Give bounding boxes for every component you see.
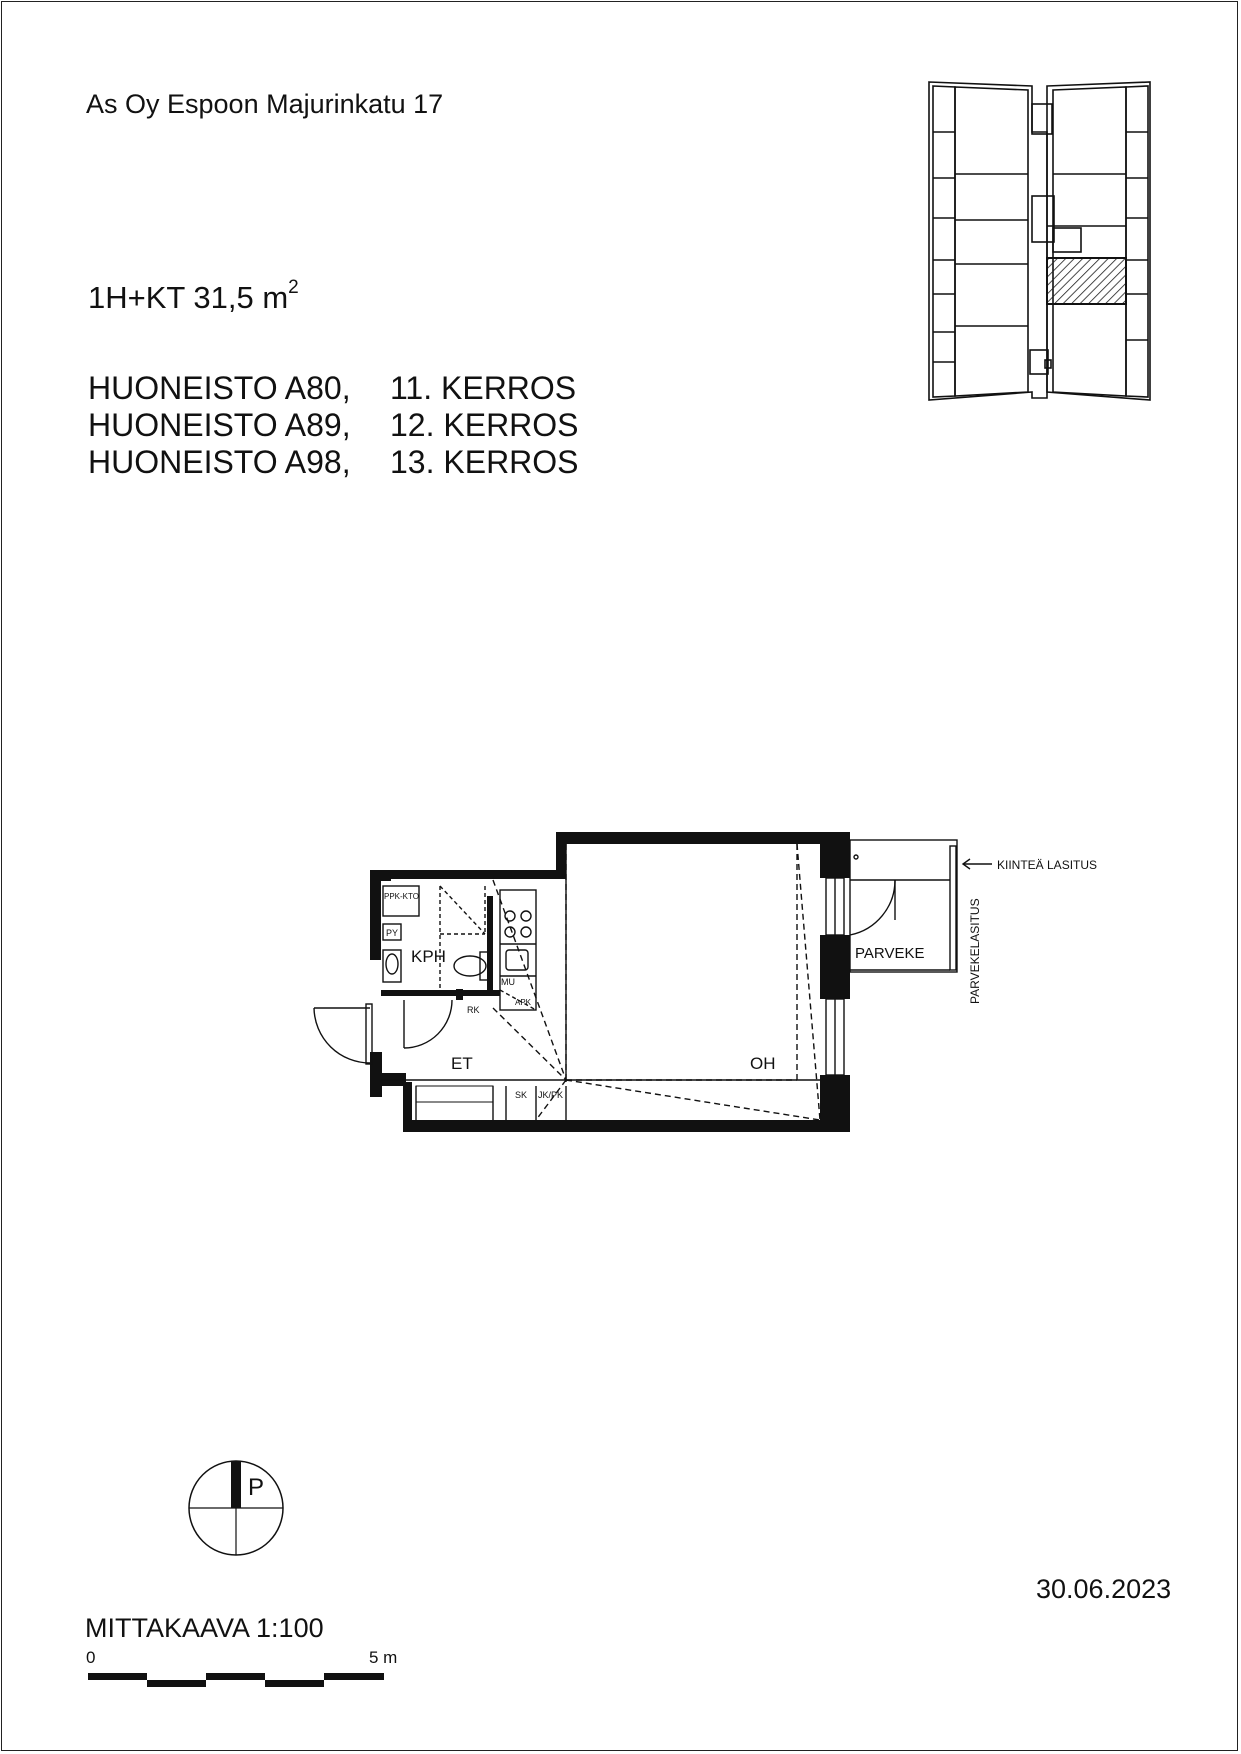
annotation-balcony-glazing: PARVEKELASITUS [968,898,982,1004]
fixture-label-mu: MU [501,977,515,987]
fixture-label-rk: RK [467,1005,480,1015]
apartment-unit: HUONEISTO A89, [88,407,351,443]
fixture-label-apk: APK [515,998,532,1007]
scale-label: MITTAKAAVA 1:100 [85,1613,324,1643]
area-unit-superscript: 2 [288,276,299,298]
room-label-et: ET [451,1054,473,1073]
north-label: P [248,1474,265,1501]
apartment-type-text: 1H+KT 31,5 m [88,280,289,315]
project-name: As Oy Espoon Majurinkatu 17 [86,89,444,119]
drawing-date: 30.06.2023 [1036,1574,1172,1604]
room-label-oh: OH [750,1054,776,1073]
fixture-label-py: PY [386,928,399,938]
apartment-floor: 11. KERROS [390,370,577,406]
apartment-unit: HUONEISTO A98, [88,444,351,480]
key-plan [929,82,1150,400]
apartment-floor: 12. KERROS [390,407,579,443]
room-label-parveke: PARVEKE [855,945,925,962]
north-arrow [189,1461,283,1555]
fixture-label-jk-pk: JK/PK [538,1090,564,1100]
apartment-unit: HUONEISTO A80, [88,370,351,406]
scale-bar [88,1673,384,1687]
floor-plan [314,832,1097,1132]
fixture-label-sk: SK [515,1090,528,1100]
apartment-floor: 13. KERROS [390,444,579,480]
fixture-label-ppk-kto: PPK-KTO [384,892,419,901]
scale-start: 0 [86,1648,96,1667]
room-label-kph: KPH [411,947,446,966]
annotation-fixed-glazing: KIINTEÄ LASITUS [997,858,1098,872]
scale-end: 5 m [369,1648,398,1667]
interior-lines [314,840,992,1120]
